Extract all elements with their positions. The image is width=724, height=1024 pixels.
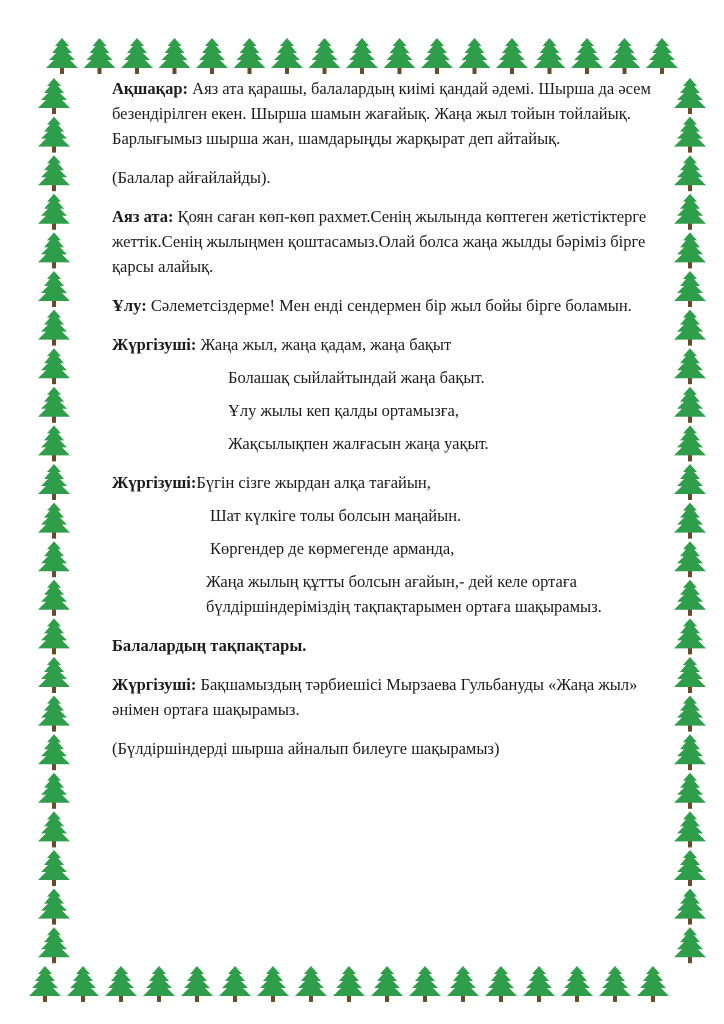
pine-tree-icon <box>38 387 70 423</box>
verse-line: Ұлу жылы кеп қалды ортамызға, <box>228 401 459 420</box>
pine-tree-icon <box>67 966 99 1002</box>
speaker-label: Ұлу: <box>112 296 147 315</box>
pine-tree-icon <box>46 38 78 74</box>
pine-tree-icon <box>38 503 70 539</box>
verse-line <box>112 470 660 495</box>
pine-tree-icon <box>181 966 213 1002</box>
pine-tree-icon <box>674 78 706 114</box>
pine-tree-icon <box>219 966 251 1002</box>
pine-tree-icon <box>571 38 603 74</box>
section-heading: Балалардың тақпақтары. <box>112 636 307 655</box>
dialogue-text: Қоян саған көп-көп рахмет.Сенің жылында көптеген жетістіктерге жеттік.Сенің жылыңмен қоштасамыз.Олай болса жаңа жылды бәріміз бірге қарсы алайық. <box>112 207 647 276</box>
speaker-label: Ақшақар: <box>112 79 189 98</box>
pine-tree-icon <box>674 117 706 153</box>
block-akshakar <box>112 76 660 151</box>
pine-tree-icon <box>38 580 70 616</box>
pine-tree-icon <box>38 310 70 346</box>
pine-tree-icon <box>38 657 70 693</box>
pine-tree-icon <box>84 38 116 74</box>
pine-tree-icon <box>38 78 70 114</box>
pine-tree-icon <box>38 232 70 268</box>
pine-tree-icon <box>674 387 706 423</box>
verse-line: Жақсылықпен жалғасын жаңа уақыт. <box>228 434 489 453</box>
pine-tree-icon <box>609 38 641 74</box>
pine-tree-icon <box>447 966 479 1002</box>
dialogue-text: Бақшамыздың тәрбиешісі Мырзаева Гульбануды «Жаңа жыл» әнімен ортаға шақырамыз. <box>112 675 638 719</box>
pine-tree-icon <box>674 850 706 886</box>
pine-tree-icon <box>674 310 706 346</box>
pine-tree-icon <box>38 348 70 384</box>
pine-tree-icon <box>38 773 70 809</box>
dialogue-text: Сәлеметсіздерме! Мен енді сендермен бір жыл бойы бірге боламын. <box>146 296 632 315</box>
pine-tree-icon <box>674 889 706 925</box>
pine-tree-icon <box>234 38 266 74</box>
pine-tree-icon <box>38 194 70 230</box>
pine-tree-icon <box>309 38 341 74</box>
script-text <box>112 76 660 775</box>
verse-line: Жаңа жылың құтты болсын ағайын,- дей келе ортаға бүлдіршіндеріміздің тақпақтарымен ортаға шақырамыз. <box>206 572 602 616</box>
verse-text: Бүгін сізге жырдан алқа тағайын, <box>196 473 431 492</box>
pine-tree-icon <box>674 541 706 577</box>
pine-tree-icon <box>674 734 706 770</box>
verse-text: Жаңа жыл, жаңа қадам, жаңа бақыт <box>196 335 452 354</box>
speaker-label: Жүргізуші: <box>112 335 197 354</box>
pine-tree-icon <box>257 966 289 1002</box>
pine-tree-icon <box>38 117 70 153</box>
pine-tree-icon <box>105 966 137 1002</box>
stage-direction: (Бүлдіршіндерді шырша айналып билеуге шақырамыз) <box>112 739 500 758</box>
pine-tree-icon <box>674 580 706 616</box>
pine-tree-icon <box>38 734 70 770</box>
pine-tree-icon <box>674 773 706 809</box>
pine-tree-icon <box>523 966 555 1002</box>
pine-tree-icon <box>561 966 593 1002</box>
pine-tree-icon <box>674 927 706 963</box>
pine-tree-icon <box>121 38 153 74</box>
block-host-poem-1 <box>112 332 660 456</box>
speaker-label: Жүргізуші: <box>112 675 197 694</box>
pine-tree-icon <box>674 657 706 693</box>
pine-tree-icon <box>421 38 453 74</box>
pine-tree-icon <box>496 38 528 74</box>
pine-tree-icon <box>599 966 631 1002</box>
pine-tree-icon <box>38 541 70 577</box>
pine-tree-icon <box>196 38 228 74</box>
dialogue-text: Аяз ата қарашы, балалардың киімі қандай әдемі. Шырша да әсем безендірілген екен. Шырша шамын жағайық. Жаңа жыл тойын тойлайық. Барлығымыз шырша жан, шамдарыңды жарқырат деп айтайық. <box>112 79 651 148</box>
pine-tree-icon <box>485 966 517 1002</box>
pine-tree-icon <box>38 889 70 925</box>
pine-tree-icon <box>674 618 706 654</box>
block-ulu <box>112 293 660 318</box>
pine-tree-icon <box>674 425 706 461</box>
pine-tree-icon <box>674 232 706 268</box>
pine-tree-icon <box>674 811 706 847</box>
pine-tree-icon <box>159 38 191 74</box>
pine-tree-icon <box>29 966 61 1002</box>
pine-tree-icon <box>674 464 706 500</box>
pine-tree-icon <box>38 927 70 963</box>
pine-tree-icon <box>674 194 706 230</box>
pine-tree-icon <box>384 38 416 74</box>
pine-tree-icon <box>674 503 706 539</box>
pine-tree-icon <box>409 966 441 1002</box>
pine-tree-icon <box>333 966 365 1002</box>
pine-tree-icon <box>674 696 706 732</box>
pine-tree-icon <box>38 696 70 732</box>
pine-tree-icon <box>674 271 706 307</box>
pine-tree-icon <box>143 966 175 1002</box>
pine-tree-icon <box>38 155 70 191</box>
pine-tree-icon <box>271 38 303 74</box>
block-host-poem-2 <box>112 470 660 619</box>
verse-line <box>112 332 660 357</box>
pine-tree-icon <box>38 271 70 307</box>
pine-tree-icon <box>646 38 678 74</box>
pine-tree-icon <box>38 464 70 500</box>
pine-tree-icon <box>534 38 566 74</box>
pine-tree-icon <box>38 618 70 654</box>
speaker-label: Аяз ата: <box>112 207 174 226</box>
speaker-label: Жүргізуші: <box>112 473 197 492</box>
pine-tree-icon <box>295 966 327 1002</box>
stage-direction: (Балалар айғайлайды). <box>112 168 271 187</box>
verse-line: Шат күлкіге толы болсын маңайын. <box>210 506 462 525</box>
pine-tree-icon <box>346 38 378 74</box>
pine-tree-icon <box>38 425 70 461</box>
pine-tree-icon <box>637 966 669 1002</box>
verse-line: Көргендер де көрмегенде арманда, <box>210 539 455 558</box>
pine-tree-icon <box>38 811 70 847</box>
pine-tree-icon <box>674 155 706 191</box>
block-ayaz-ata <box>112 204 660 279</box>
pine-tree-icon <box>674 348 706 384</box>
pine-tree-icon <box>459 38 491 74</box>
pine-tree-icon <box>371 966 403 1002</box>
pine-tree-icon <box>38 850 70 886</box>
verse-line: Болашақ сыйлайтындай жаңа бақыт. <box>228 368 485 387</box>
block-host-invite <box>112 672 660 722</box>
